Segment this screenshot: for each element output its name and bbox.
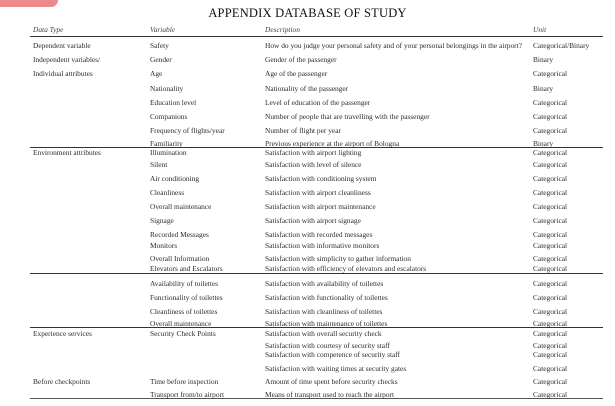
description-cell: Satisfaction with functionality of toilettes [265,293,388,302]
unit-cell: Categorical [533,126,568,135]
description-cell: Satisfaction with overall security check [265,329,382,338]
unit-cell: Categorical [533,230,568,239]
unit-cell: Categorical [533,390,568,399]
unit-cell: Categorical [533,329,568,338]
data-type-cell: Independent variables/ [33,55,101,64]
description-cell: Satisfaction with availability of toilettes [265,279,384,288]
variable-cell: Education level [150,98,197,107]
description-cell: Previous experience at the airport of Bologna [265,139,400,148]
unit-cell: Categorical [533,364,568,373]
variable-cell: Frequency of flights/year [150,126,225,135]
description-cell: Level of education of the passenger [265,98,371,107]
header-variable: Variable [150,25,176,34]
variable-cell: Functionality of toilettes [150,293,223,302]
variable-cell: Cleanliness [150,188,185,197]
description-cell: Satisfaction with simplicity to gather information [265,254,411,263]
variable-cell: Air conditioning [150,174,200,183]
variable-cell: Gender [150,55,172,64]
description-cell: Number of flight per year [265,126,341,135]
data-type-cell: Individual attributes [33,69,93,78]
variable-cell: Overall maintenance [150,319,212,328]
variable-cell: Recorded Messages [150,230,209,239]
header-unit: Unit [533,25,547,34]
unit-cell: Categorical [533,112,568,121]
data-type-cell: Before checkpoints [33,377,91,386]
variable-cell: Companions [150,112,188,121]
unit-cell: Categorical/Binary [533,41,590,50]
description-cell: Satisfaction with maintenance of toilettes [265,319,388,328]
variable-cell: Silent [150,160,168,169]
unit-cell: Categorical [533,377,568,386]
description-cell: Satisfaction with informative monitors [265,241,380,250]
unit-cell: Categorical [533,341,568,350]
description-cell: Gender of the passenger [265,55,337,64]
description-cell: Satisfaction with airport maintenance [265,202,376,211]
unit-cell: Categorical [533,160,568,169]
header-description: Description [265,25,300,34]
unit-cell: Binary [533,84,554,93]
description-cell: Satisfaction with efficiency of elevators and escalators [265,264,427,273]
variable-cell: Transport from/to airport [150,390,225,399]
unit-cell: Categorical [533,241,568,250]
description-cell: Amount of time spent before security checks [265,377,398,386]
variable-cell: Availability of toilettes [150,279,219,288]
unit-cell: Categorical [533,293,568,302]
description-cell: Satisfaction with waiting times at security gates [265,364,407,373]
variable-cell: Overall Information [150,254,210,263]
page-title: APPENDIX DATABASE OF STUDY [208,6,407,20]
unit-cell: Categorical [533,98,568,107]
unit-cell: Categorical [533,350,568,359]
description-cell: Satisfaction with airport signage [265,216,361,225]
variable-cell: Age [150,69,163,78]
header-data-type: Data Type [33,25,64,34]
unit-cell: Categorical [533,216,568,225]
description-cell: Age of the passenger [265,69,328,78]
description-cell: Means of transport used to reach the airport [265,390,395,399]
data-type-cell: Experience services [33,329,92,338]
unit-cell: Categorical [533,319,568,328]
variable-cell: Familiarity [150,139,183,148]
description-cell: Satisfaction with competence of security staff [265,350,401,359]
variable-cell: Safety [150,41,169,50]
unit-cell: Categorical [533,202,568,211]
variable-cell: Cleanliness of toilettes [150,307,218,316]
description-cell: Satisfaction with recorded messages [265,230,373,239]
unit-cell: Categorical [533,174,568,183]
description-cell: Satisfaction with airport cleanliness [265,188,371,197]
table-rule [30,273,603,274]
unit-cell: Categorical [533,188,568,197]
variable-cell: Elevators and Escalators [150,264,223,273]
unit-cell: Categorical [533,279,568,288]
description-cell: Satisfaction with courtesy of security staff [265,341,390,350]
unit-cell: Categorical [533,148,568,157]
variable-cell: Signage [150,216,174,225]
variable-cell: Illumination [150,148,187,157]
data-type-cell: Dependent variable [33,41,91,50]
unit-cell: Binary [533,55,554,64]
description-cell: Satisfaction with airport lighting [265,148,362,157]
variable-cell: Nationality [150,84,184,93]
unit-cell: Categorical [533,307,568,316]
variable-cell: Time before inspection [150,377,219,386]
unit-cell: Categorical [533,264,568,273]
variable-cell: Overall maintenance [150,202,212,211]
description-cell: Nationality of the passenger [265,84,349,93]
description-cell: How do you judge your personal safety and of your personal belongings in the airport? [265,41,522,50]
description-cell: Satisfaction with conditioning system [265,174,377,183]
table-rule [30,36,603,37]
variable-cell: Security Check Points [150,329,216,338]
description-cell: Satisfaction with level of silence [265,160,362,169]
unit-cell: Binary [533,139,554,148]
data-type-cell: Environment attributes [33,148,101,157]
variable-cell: Monitors [150,241,178,250]
unit-cell: Categorical [533,254,568,263]
unit-cell: Categorical [533,69,568,78]
description-cell: Satisfaction with cleanliness of toilettes [265,307,383,316]
description-cell: Number of people that are travelling with the passenger [265,112,430,121]
